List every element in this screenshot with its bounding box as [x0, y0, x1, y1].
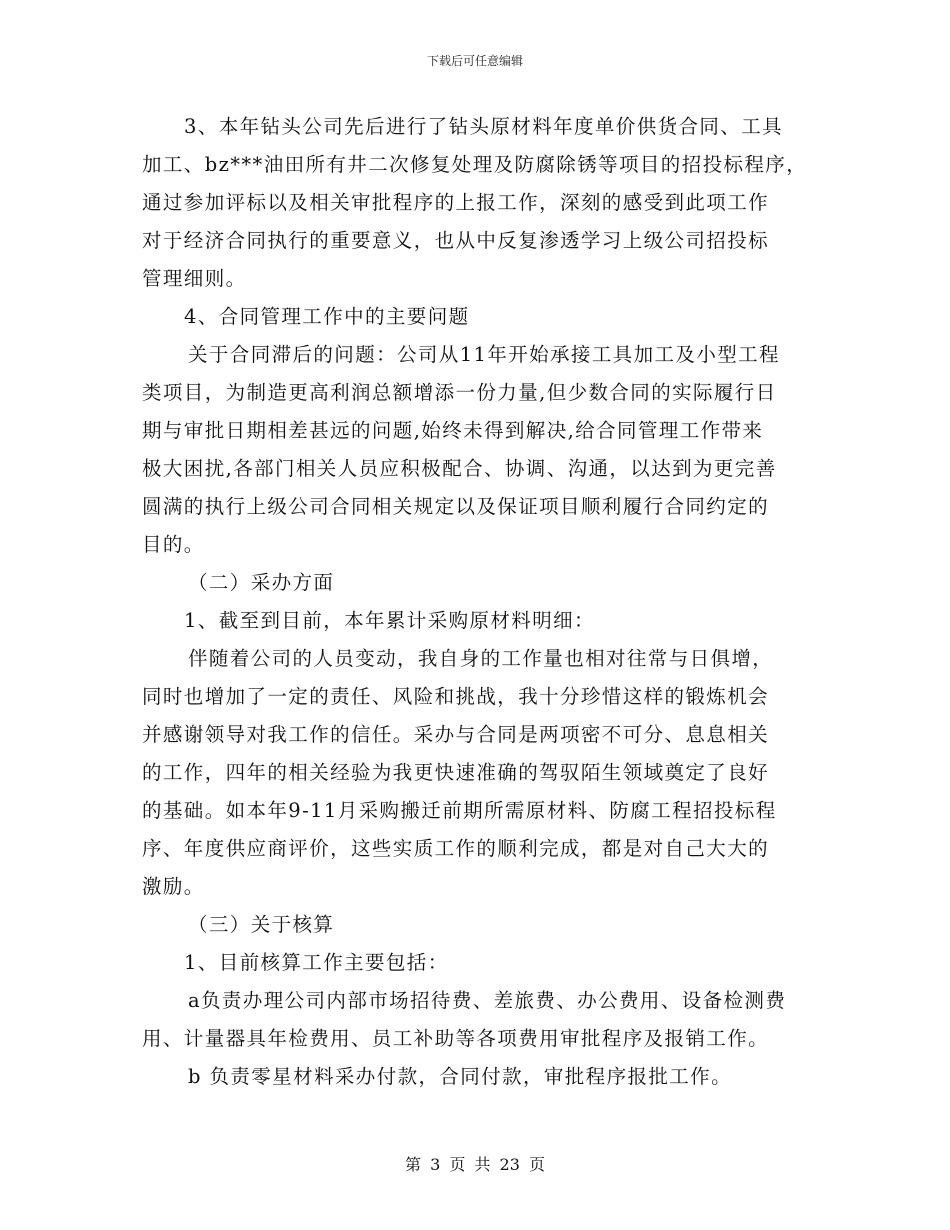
paragraph-line: 用、计量器具年检费用、员工补助等各项费用审批程序及报销工作。 — [142, 1027, 770, 1050]
page-footer: 第 3 页 共 23 页 — [405, 1155, 545, 1174]
paragraph-line: 序、年度供应商评价，这些实质工作的顺利完成，都是对自己大大的 — [142, 837, 770, 860]
section-heading: 4、合同管理工作中的主要问题 — [184, 305, 470, 328]
paragraph-line: 期与审批日期相差甚远的问题,始终未得到解决,给合同管理工作带来 — [142, 419, 764, 442]
paragraph-line: 对于经济合同执行的重要意义，也从中反复渗透学习上级公司招投标 — [142, 229, 770, 252]
paragraph-line: a负责办理公司内部市场招待费、差旅费、办公费用、设备检测费 — [188, 989, 787, 1012]
section-heading: （三）关于核算 — [188, 913, 335, 936]
paragraph-line: 类项目，为制造更高利润总额增添一份力量,但少数合同的实际履行日 — [142, 381, 777, 404]
paragraph-line: b 负责零星材料采办付款，合同付款，审批程序报批工作。 — [188, 1065, 732, 1088]
paragraph-line: 圆满的执行上级公司合同相关规定以及保证项目顺利履行合同约定的 — [142, 495, 770, 518]
paragraph-line: 加工、bz***油田所有井二次修复处理及防腐除锈等项目的招投标程序， — [142, 153, 808, 176]
paragraph-line: 通过参加评标以及相关审批程序的上报工作，深刻的感受到此项工作 — [142, 191, 770, 214]
paragraph-line: 目的。 — [142, 533, 205, 556]
paragraph-line: 3、本年钻头公司先后进行了钻头原材料年度单价供货合同、工具 — [184, 115, 784, 138]
section-heading: 1、目前核算工作主要包括： — [184, 951, 449, 974]
paragraph-line: 并感谢领导对我工作的信任。采办与合同是两项密不可分、息息相关 — [142, 723, 770, 746]
paragraph-line: 的基础。如本年9-11月采购搬迁前期所需原材料、防腐工程招投标程 — [142, 799, 777, 822]
page-header: 下载后可任意编辑 — [426, 54, 523, 68]
paragraph-line: 极大困扰,各部门相关人员应积极配合、协调、沟通，以达到为更完善 — [142, 457, 777, 480]
section-heading: 1、截至到目前，本年累计采购原材料明细： — [184, 609, 595, 632]
paragraph-line: 管理细则。 — [142, 267, 247, 290]
paragraph-line: 同时也增加了一定的责任、风险和挑战，我十分珍惜这样的锻炼机会 — [142, 685, 770, 708]
document-body — [142, 108, 822, 1096]
paragraph-line: 的工作，四年的相关经验为我更快速准确的驾驭陌生领域奠定了良好 — [142, 761, 770, 784]
paragraph-line: 关于合同滞后的问题：公司从11年开始承接工具加工及小型工程 — [188, 343, 780, 366]
section-heading: （二）采办方面 — [188, 571, 335, 594]
paragraph-line: 激励。 — [142, 875, 205, 898]
paragraph-line: 伴随着公司的人员变动，我自身的工作量也相对往常与日俱增， — [188, 647, 774, 670]
